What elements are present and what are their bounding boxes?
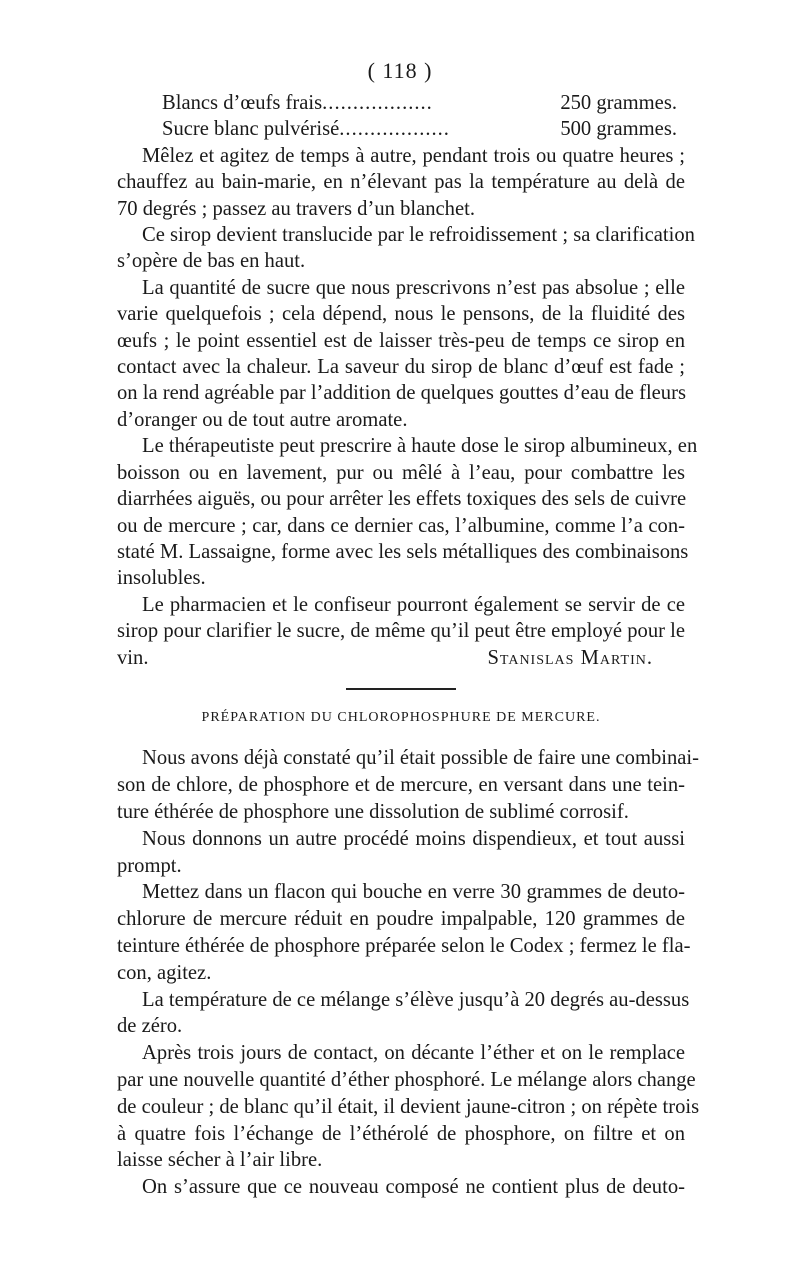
author-signature: Stanislas Martin. [487,646,653,669]
leader-dots: .................. [339,118,450,141]
syrup-paragraphs [117,143,698,645]
text-line: diarrhées aiguës, ou pour arrêter les effets toxiques des sels de cuivre [117,488,687,511]
text-line: teinture éthérée de phosphore préparée selon le Codex ; fermez le fla- [117,934,691,957]
text-line: staté M. Lassaigne, forme avec les sels métalliques des combinaisons [117,540,689,563]
text-line: Nous avons déjà constaté qu’il était possible de faire une combinai- [142,747,700,770]
ingredient-list [117,90,685,143]
text-line: On s’assure que ce nouveau composé ne contient plus de deuto- [142,1176,685,1199]
text-line: ou de mercure ; car, dans ce dernier cas, l’albumine, comme l’a con- [117,514,685,537]
ingredient-label: Blancs d’œufs frais [162,92,323,114]
text-line: Mêlez et agitez de temps à autre, pendant trois ou quatre heures ; [142,144,685,167]
ingredient-quantity: 500 grammes. [560,118,677,141]
text-line: son de chlore, de phosphore et de mercure, en versant dans une tein- [117,774,685,797]
ingredient-quantity: 250 grammes. [560,92,677,114]
text-line: ture éthérée de phosphore une dissolution de sublimé corrosif. [117,800,629,823]
text-line: par une nouvelle quantité d’éther phosphoré. Le mélange alors change [117,1068,696,1091]
section-paragraphs [117,745,700,1201]
closing-word: vin. [117,646,149,669]
text-line: à quatre fois l’échange de l’éthérolé de phosphore, on filtre et on [117,1122,685,1145]
text-line: Ce sirop devient translucide par le refroidissement ; sa clarification [142,224,695,247]
ingredient-row [117,116,685,142]
text-line: laisse sécher à l’air libre. [117,1149,323,1172]
text-line: œufs ; le point essentiel est de laisser très-peu de temps ce sirop en [117,329,685,352]
page-number: ( 118 ) [367,58,433,83]
text-line: 70 degrés ; passez au travers d’un blanchet. [117,197,475,220]
leader-dots: .................. [322,92,433,114]
section-heading: PRÉPARATION DU CHLOROPHOSPHURE DE MERCURE. [201,709,601,725]
text-line: Nous donnons un autre procédé moins dispendieux, et tout aussi [142,827,685,850]
text-line: varie quelquefois ; cela dépend, nous le pensons, de la fluidité des [117,303,685,326]
text-line: La température de ce mélange s’élève jusqu’à 20 degrés au-dessus [142,988,690,1011]
text-line: prompt. [117,854,182,877]
text-line: chauffez au bain-marie, en n’élevant pas la température au delà de [117,171,685,194]
page-text [117,90,700,1201]
ingredient-row [117,90,685,116]
text-line: d’oranger ou de tout autre aromate. [117,408,408,431]
ingredient-label: Sucre blanc pulvérisé [162,118,340,141]
text-line: on la rend agréable par l’addition de quelques gouttes d’eau de fleurs [117,382,686,405]
text-line: Après trois jours de contact, on décante l’éther et on le remplace [142,1042,685,1065]
text-line: boisson ou en lavement, pur ou mêlé à l’eau, pour combattre les [117,461,685,484]
text-line: La quantité de sucre que nous prescrivons n’est pas absolue ; elle [142,276,685,299]
text-line: Le thérapeutiste peut prescrire à haute dose le sirop albumineux, en [142,435,698,458]
text-line: chlorure de mercure réduit en poudre impalpable, 120 grammes de [117,908,685,931]
text-line: de zéro. [117,1015,183,1038]
text-line: con, agitez. [117,961,212,984]
signature-line [117,645,685,671]
section-divider [346,688,456,690]
text-line: s’opère de bas en haut. [117,250,306,273]
text-line: Le pharmacien et le confiseur pourront également se servir de ce [142,593,685,616]
text-line: Mettez dans un flacon qui bouche en verre 30 grammes de deuto- [142,881,685,904]
text-line: contact avec la chaleur. La saveur du sirop de blanc d’œuf est fade ; [117,356,685,379]
text-line: insolubles. [117,567,206,590]
text-line: sirop pour clarifier le sucre, de même qu’il peut être employé pour le [117,620,685,643]
text-line: de couleur ; de blanc qu’il était, il devient jaune-citron ; on répète trois [117,1095,700,1118]
